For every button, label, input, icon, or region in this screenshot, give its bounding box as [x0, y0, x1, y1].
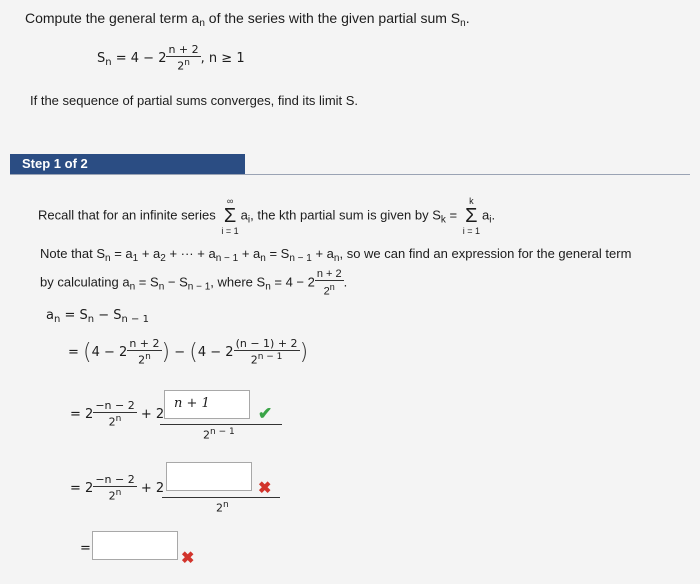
work-an-eq: = S [60, 308, 88, 323]
work-an-minus: − S [94, 308, 122, 323]
work-an: a [46, 308, 54, 323]
formula-den: 2 [177, 59, 185, 73]
intro-end: . [465, 10, 470, 26]
answer-2-den-base: 2 [216, 501, 223, 515]
problem-intro [25, 10, 470, 29]
note-l2-sub1: n [129, 281, 136, 293]
note-frac-den-exp: n [329, 282, 335, 292]
work-l4-frac [93, 474, 136, 503]
note-l1c: + a [138, 246, 161, 261]
sigma-partial: k Σ i = 1 [462, 196, 480, 236]
answer-2-den [216, 500, 229, 515]
formula-den-exp: n [184, 58, 190, 68]
recall-s-sub: k [440, 214, 446, 226]
work-line4 [70, 474, 164, 503]
recall-term2-sub: i [489, 214, 492, 226]
note-frac-num: n + 2 [316, 268, 342, 280]
note-l1g: + a [311, 246, 334, 261]
formula-lhs: S [97, 50, 106, 66]
correct-check-icon: ✔ [258, 404, 273, 423]
work-l4-num: −n − 2 [95, 473, 135, 486]
note-l2-sub2: n [158, 281, 165, 293]
note-l1b: = a [110, 246, 133, 261]
work-line5-eq: = [80, 541, 91, 556]
formula-mid: = 4 − 2 [111, 50, 167, 66]
sigma2-bottom: i = 1 [462, 226, 480, 236]
sigma2-top: k [469, 196, 474, 206]
answer-1-den-exp: n − 1 [210, 427, 235, 437]
answer-input-3[interactable] [92, 531, 178, 560]
note-line1: Note that $S_n = a_1 + a_2$ + ··· + $a_{n - 1} + a_n = S_{n - 1} + a_n$, so we can find an expression for the general term [40, 246, 632, 264]
answer-1-value: n + 1 [174, 396, 210, 411]
work-l2-frac2 [234, 338, 300, 367]
note-l2e: = 4 − 2 [270, 274, 315, 290]
note-l1-subn1: n − 1 [215, 253, 239, 264]
answer-1-fraction-bar [160, 424, 282, 425]
note-l2c: − S [164, 274, 188, 290]
recall-term-sub: i [247, 214, 251, 226]
work-l3-plus2: + 2 [136, 406, 165, 422]
note-l1-subn1b: n − 1 [289, 253, 312, 264]
answer-1-den-base: 2 [203, 428, 210, 442]
note-l2-end: . [343, 274, 348, 290]
note-l1-subn: n [260, 253, 266, 264]
work-l4-plus2: + 2 [136, 480, 165, 496]
work-l2-den2-exp: n − 1 [257, 352, 283, 362]
work-l3-den-exp: n [115, 414, 122, 424]
recall-line [38, 196, 495, 236]
intro-sub2: n [460, 18, 466, 29]
answer-1-den [203, 427, 235, 442]
note-fraction [315, 268, 344, 298]
work-l2-num2: (n − 1) + 2 [235, 337, 298, 350]
work-line3 [70, 400, 164, 429]
work-sn-sub: n [87, 314, 95, 325]
answer-2-den-exp: n [223, 500, 229, 510]
work-l2-eq: = [68, 344, 84, 360]
note-l1a: Note that S [40, 246, 106, 261]
sigma-infinite: ∞ Σ i = 1 [221, 196, 239, 236]
work-l3-eq: = [70, 406, 81, 422]
work-l3-two: 2 [85, 406, 94, 422]
work-l4-two: 2 [85, 480, 94, 496]
note-l1-subn2: n [333, 253, 340, 264]
formula-sub: n [105, 56, 112, 68]
work-l4-den: 2 [108, 489, 116, 503]
note-l1e: + a [238, 246, 261, 261]
work-line1 [46, 308, 149, 325]
recall-text2: , the kth partial sum is given by S [250, 207, 441, 223]
note-l1f: = S [265, 246, 290, 261]
note-l1-sub: n [105, 253, 111, 264]
work-l2-den1-exp: n [145, 352, 151, 362]
note-line2 [40, 268, 347, 298]
note-frac-den: 2 [323, 285, 330, 298]
recall-eq: = [445, 207, 461, 223]
note-l2d: , where S [210, 274, 266, 290]
recall-end: . [491, 207, 496, 223]
note-l2a: by calculating a [40, 274, 130, 290]
recall-term2: a [481, 207, 490, 223]
step-label: Step 1 of 2 [22, 156, 88, 171]
sigma-top: ∞ [226, 196, 234, 206]
given-formula [97, 44, 245, 73]
formula-fraction [166, 44, 200, 73]
work-l2-den1: 2 [138, 353, 146, 367]
work-l2-den2: 2 [250, 353, 258, 367]
note-l1h: , so we can find an expression for the general term [339, 246, 632, 261]
note-l1d: + ··· + a [165, 246, 216, 261]
intro-mid: of the series with the given partial sum S [204, 10, 461, 26]
work-l3-num: −n − 2 [95, 399, 135, 412]
incorrect-x-icon-2: ✖ [181, 550, 195, 567]
recall-term: a [240, 207, 248, 223]
incorrect-x-icon: ✖ [258, 480, 272, 497]
work-an-sub: n [53, 314, 61, 325]
intro-text: Compute the general term a [25, 10, 200, 26]
note-l2-sub3: n [265, 281, 271, 293]
formula-cond: , n ≥ 1 [200, 50, 245, 66]
work-l2-frac1 [127, 338, 161, 367]
formula-num: n + 2 [168, 43, 199, 56]
work-l3-den: 2 [108, 415, 116, 429]
work-l3-frac [93, 400, 136, 429]
sigma-bottom: i = 1 [221, 226, 239, 236]
work-l2-a: 4 − 2 [91, 344, 128, 360]
work-line2: = (4 − 2 $\frac{n + 2}{2^n}$ ) − (4 − 2 $\frac{(n - 1) + 2}{2^{n - 1}}$ ) [68, 337, 309, 367]
recall-text1: Recall that for an infinite series [38, 207, 216, 223]
work-l4-eq: = [70, 480, 81, 496]
work-l2-b: 4 − 2 [197, 344, 234, 360]
answer-input-2[interactable] [166, 462, 252, 491]
work-sn1-sub: n − 1 [121, 314, 149, 325]
work-l2-minus: − [170, 344, 190, 360]
intro-sub: n [199, 18, 205, 29]
limit-prompt: If the sequence of partial sums converges, find its limit S. [30, 93, 359, 108]
note-l2-subn1: n − 1 [187, 281, 211, 293]
work-l2-num1: n + 2 [129, 337, 160, 350]
step-divider [10, 174, 690, 175]
note-l2b: = S [135, 274, 159, 290]
work-l4-den-exp: n [115, 488, 122, 498]
